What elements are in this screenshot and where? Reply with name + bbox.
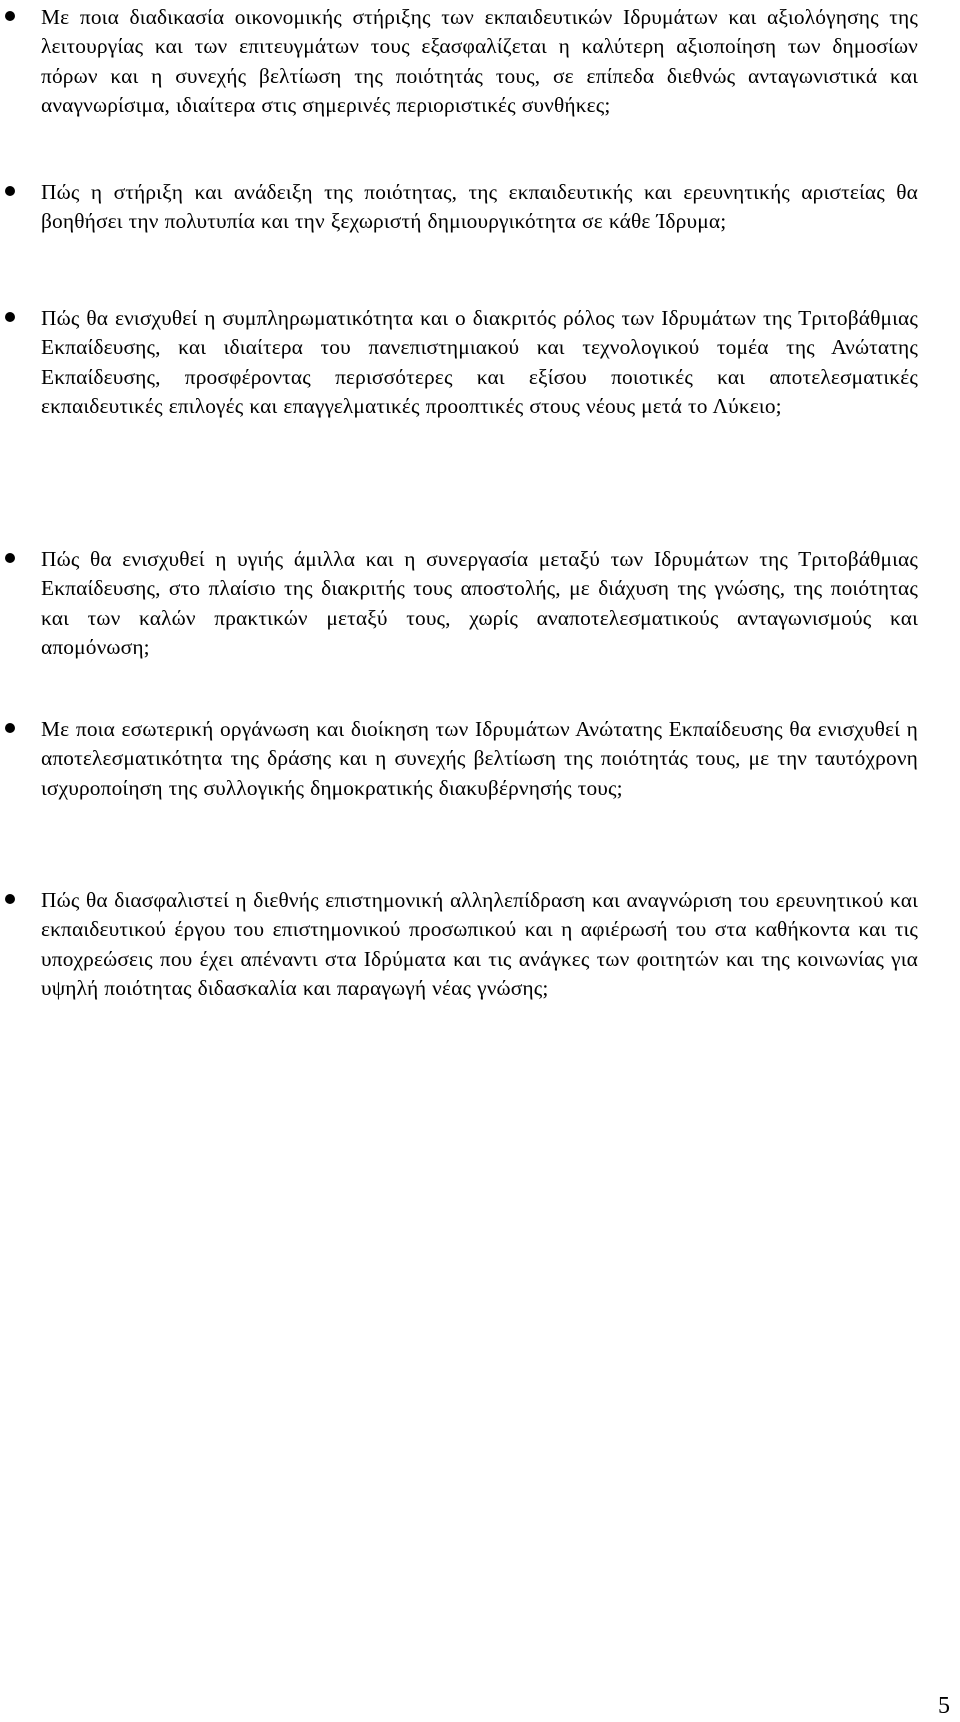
bullet-icon — [5, 186, 15, 196]
bullet-text: Πώς θα ενισχυθεί η συμπληρωματικότητα και ο διακριτός ρόλος των Ιδρυμάτων της Τριτοβάθμιας Εκπαίδευσης, και ιδιαίτερα του πανεπιστημιακού και τεχνολογικού τομέα της Ανώτατης Εκπαίδευσης, προσφέροντας περισσότερες και εξίσου ποιοτικές και αποτελεσματικές εκπαιδευτικές επιλογές και επαγγελματικές προοπτικές στους νέους μετά το Λύκειο; — [41, 306, 918, 419]
bullet-icon — [5, 11, 15, 21]
bullet-icon — [5, 553, 15, 563]
bullet-icon — [5, 723, 15, 733]
bullet-text: Με ποια διαδικασία οικονομικής στήριξης των εκπαιδευτικών Ιδρυμάτων και αξιολόγησης της λειτουργίας και των επιτευγμάτων τους εξασφαλίζεται η καλύτερη αξιοποίηση των δημοσίων πόρων και η συνεχής βελτίωση της ποιότητάς τους, σε επίπεδα διεθνώς ανταγωνιστικά και αναγνωρίσιμα, ιδιαίτερα στις σημερινές περιοριστικές συνθήκες; — [41, 5, 918, 118]
bullet-icon — [5, 894, 15, 904]
bullet-text: Με ποια εσωτερική οργάνωση και διοίκηση των Ιδρυμάτων Ανώτατης Εκπαίδευσης θα ενισχυθεί η αποτελεσματικότητα της δράσης και η συνεχής βελτίωση της ποιότητάς τους, με την ταυτόχρονη ισχυροποίηση της συλλογικής δημοκρατικής διακυβέρνησής τους; — [41, 717, 918, 800]
page-number: 5 — [938, 1693, 950, 1719]
bullet-text: Πώς θα ενισχυθεί η υγιής άμιλλα και η συνεργασία μεταξύ των Ιδρυμάτων της Τριτοβάθμιας Εκπαίδευσης, στο πλαίσιο της διακριτής τους αποστολής, με διάχυση της γνώσης, της ποιότητας και των καλών πρακτικών μεταξύ τους, χωρίς αναποτελεσματικούς ανταγωνισμούς και απομόνωση; — [41, 547, 918, 660]
bullet-text: Πώς η στήριξη και ανάδειξη της ποιότητας, της εκπαιδευτικής και ερευνητικής αριστείας θα βοηθήσει την πολυτυπία και την ξεχωριστή δημιουργικότητα σε κάθε Ίδρυμα; — [41, 180, 918, 234]
bullet-icon — [5, 312, 15, 322]
bullet-text: Πώς θα διασφαλιστεί η διεθνής επιστημονική αλληλεπίδραση και αναγνώριση του ερευνητικού και εκπαιδευτικού έργου του επιστημονικού προσωπικού και η αφιέρωσή του στα καθήκοντα και τις υποχρεώσεις που έχει απέναντι στα Ιδρύματα και τις ανάγκες των φοιτητών και της κοινωνίας για υψηλή ποιότητας διδασκαλία και παραγωγή νέας γνώσης; — [41, 888, 918, 1001]
